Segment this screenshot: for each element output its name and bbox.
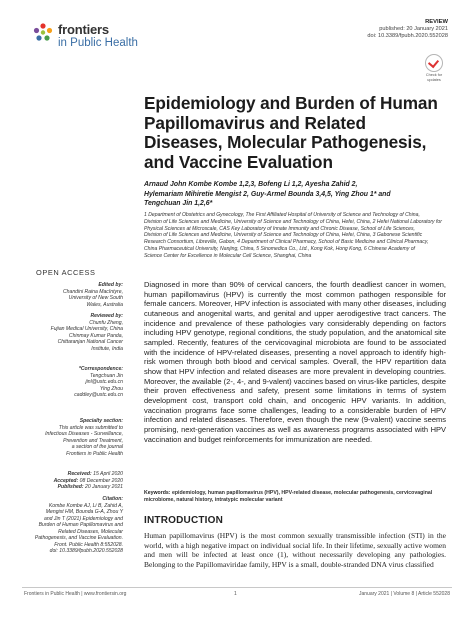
citation-line: Mengist HM, Bounda G-A, Zhou Y <box>45 509 123 515</box>
frontiers-logo-icon <box>32 22 54 44</box>
citation-heading: Citation: <box>102 496 123 502</box>
citation-doi-link[interactable]: doi: 10.3389/fpubh.2020.552028 <box>49 548 123 554</box>
correspondence-heading: *Correspondence: <box>78 366 123 372</box>
check-for-updates-button[interactable] <box>422 54 446 84</box>
article-meta <box>367 19 448 41</box>
citation-line: Front. Public Health 8:552028. <box>54 541 123 548</box>
correspondence-email-link[interactable]: jinl@ustc.edu.cn <box>85 379 123 385</box>
citation-line: Kombe Kombe AJ, Li B, Zahid A, <box>48 502 123 509</box>
article-title: Epidemiology and Burden of Human Papillomavirus and Related Diseases, Molecular Pathogenesis, and Vaccine Evaluation <box>144 93 438 172</box>
keywords-list: epidemiology, human papillomavirus (HPV), HPV-related disease, molecular pathogenesis, cervicovaginal microbiome, natural history, intratypic molecular variant <box>144 490 433 503</box>
editor-line: Wales, Australia <box>86 301 123 308</box>
affiliation-line: Physical Sciences at Microscale, CAS Key Laboratory of Innate Immunity and Chronic Disease, School of Life Sciences, <box>144 225 415 232</box>
specialty-line: a section of the journal <box>71 444 123 450</box>
dates-block <box>23 471 123 491</box>
correspondence-email-link[interactable]: caddiey@ustc.edu.cn <box>74 392 123 398</box>
correspondence-name: Ying Zhou <box>99 385 123 392</box>
specialty-line: Infectious Diseases - Surveillance, <box>45 431 123 437</box>
journal-logo <box>32 20 162 56</box>
correspondence-name: Tengchuan Jin <box>90 372 123 379</box>
affiliation-line: Science Center for Excellence in Molecular Cell Science, Shanghai, China <box>144 252 312 259</box>
edited-by-block <box>23 282 123 308</box>
check-updates-label: Check for updates <box>425 73 443 82</box>
logo-text-frontiers: frontiers <box>58 22 109 37</box>
published-date-left: Published: 20 January 2021 <box>57 484 123 490</box>
open-access-label: OPEN ACCESS <box>36 268 96 277</box>
keywords-label: Keywords: <box>144 490 171 496</box>
specialty-section-block <box>23 418 123 457</box>
article-doi[interactable]: doi: 10.3389/fpubh.2020.552028 <box>367 33 448 40</box>
introduction-heading: INTRODUCTION <box>144 515 224 526</box>
affiliation-line: 1 Department of Obstetrics and Gynecology, The First Affiliated Hospital of University of Science and Technology of China, <box>144 212 420 218</box>
specialty-line: Prevention and Treatment, <box>63 437 123 444</box>
specialty-line: This article was submitted to <box>58 424 123 431</box>
editor-line: University of New South <box>68 295 123 301</box>
affiliation-line: Division of Life Sciences and Medicine, University of Science and Technology of China, Hefei, China, 3 Gabonese Scientific <box>144 232 423 239</box>
author-line[interactable]: Arnaud John Kombe Kombe 1,2,3, Bofeng Li 1,2, Ayesha Zahid 2, <box>144 181 358 188</box>
affiliation-line: China Pharmaceutical University, Nanjing, China, 5 Sinomedica Co., Ltd., Kong Kok, Hong Kong, 6 Chinese Academy of <box>144 245 415 252</box>
specialty-line: Frontiers in Public Health <box>66 450 123 457</box>
logo-text-journal: in Public Health <box>58 37 138 49</box>
citation-line: Burden of Human Papillomavirus and <box>38 522 123 528</box>
keywords-block <box>144 490 446 503</box>
received-date: Received: 15 April 2020 <box>67 471 123 477</box>
citation-line: and Jin T (2021) Epidemiology and <box>43 515 123 522</box>
citation-line: Pathogenesis, and Vaccine Evaluation. <box>34 535 123 541</box>
reviewer-line: Chunfu Zheng, <box>89 319 123 326</box>
reviewer-line: Chinmay Kumar Panda, <box>68 332 123 339</box>
reviewer-line: Institute, India <box>91 345 123 352</box>
article-type: REVIEW <box>425 19 448 25</box>
author-line[interactable]: Tengchuan Jin 1,2,6* <box>144 200 213 207</box>
abstract-text: Diagnosed in more than 90% of cervical cancers, the fourth deadliest cancer in women, human papillomavirus (HPV) is currently the most common pathogen responsible for female cancers. Moreover, HPV infection is associated with many other diseases, including cutaneous and anogenital warts, and genital and upper aerodigestive tract cancers. The incidence and prevalence of these pathologies vary considerably depending on factors including HPV genotype, regional conditions, the study population, and the anatomical site sampled. Recently, features of the cervicovaginal microbiota are found to be associated with the incidence of HPV-related diseases, presenting a novel approach to identify high-risk women through both blood and cervical samples. Overall, the HPV repartition data show that HPV infection and related diseases are more prevalent in developing countries. Moreover, the available (2-, 4-, and 9-valent) vaccines based on virus-like particles, despite their proven effectiveness and safety, present some limitations in terms of system development cost, transport cold chain, and oncogenic HPV variants. In addition, vaccination programs face some challenges, leading to a considerable burden of HPV infection and related diseases. Therefore, even though the new (9-valent) vaccine seems promising, next-generation vaccines as well as awareness programs associated with HPV vaccination and budget reinforcements for immunization are needed. <box>144 280 446 444</box>
citation-line: Related Diseases, Molecular <box>58 528 123 535</box>
affiliation-line: Division of Life Sciences and Medicine, University of Science and Technology of China, Hefei, China, 2 Hefei National Laboratory for <box>144 218 442 225</box>
correspondence-block <box>23 366 123 399</box>
published-date: published: 20 January 2021 <box>379 26 448 33</box>
footer-journal-link[interactable]: Frontiers in Public Health | www.frontiersin.org <box>24 591 127 597</box>
affiliations <box>144 212 444 260</box>
affiliation-line: Research Consortium, Libreville, Gabon, 4 Department of Clinical Pharmacy, School of Basic Medicine and Clinical Pharmacy, <box>144 239 429 246</box>
reviewer-line: Chittaranjan National Cancer <box>57 339 123 345</box>
reviewer-line: Fujian Medical University, China <box>50 326 123 332</box>
citation-block <box>23 496 123 555</box>
edited-by-heading: Edited by: <box>98 282 123 288</box>
check-updates-icon <box>425 54 443 72</box>
footer-volume-info: January 2021 | Volume 8 | Article 552028 <box>359 591 450 597</box>
reviewed-by-heading: Reviewed by: <box>90 313 123 319</box>
reviewed-by-block <box>23 313 123 352</box>
accepted-date: Accepted: 08 December 2020 <box>53 477 123 484</box>
page-number: 1 <box>234 591 237 597</box>
author-list <box>144 180 444 209</box>
author-line[interactable]: Hylemariam Mihiretie Mengist 2, Guy-Armel Bounda 3,4,5, Ying Zhou 1* and <box>144 190 391 198</box>
specialty-heading: Specialty section: <box>79 418 123 424</box>
editor-line: Chandini Raina MacIntyre, <box>62 288 123 295</box>
introduction-text: Human papillomavirus (HPV) is the most common sexually transmissible infection (STI) in the world, with a high negative impact on individual social life. In their lifetime, sexually active women and men will be infected at least once (1), without necessarily developing any pathologies. Belonging to the Papillomaviridae family, HPV is a small, double-stranded DNA virus classified <box>144 531 446 569</box>
footer-divider <box>22 587 452 588</box>
